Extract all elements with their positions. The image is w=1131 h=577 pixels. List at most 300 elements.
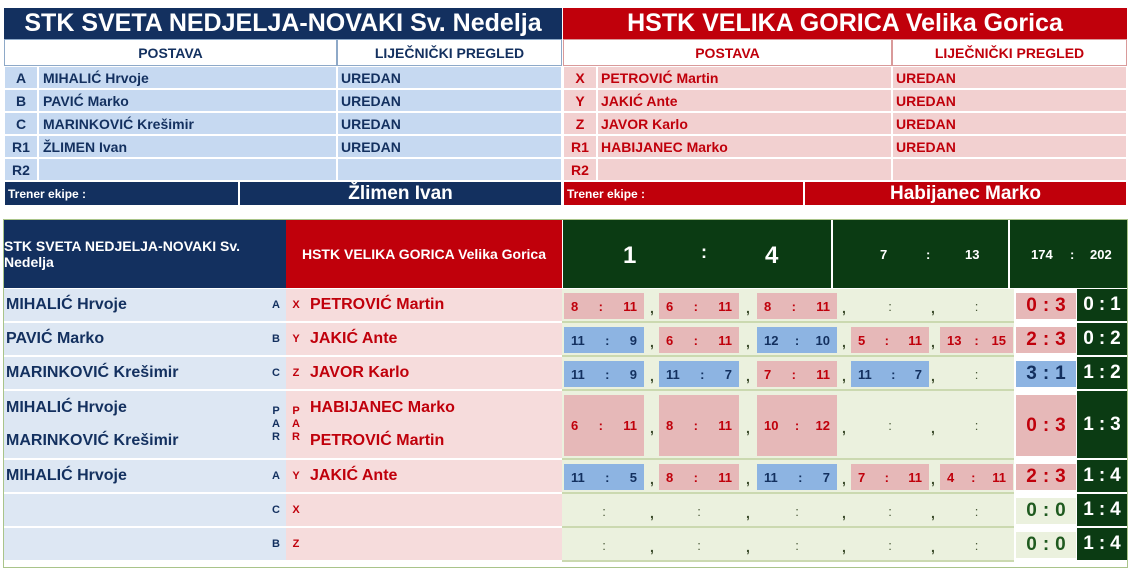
home-letter: P (272, 405, 280, 417)
set-away-points: 11 (816, 298, 830, 314)
set-home-points: 6 (666, 298, 674, 314)
player-name: PAVIĆ Marko (38, 89, 337, 112)
set-sep: : (791, 298, 796, 314)
player-letter: C (4, 112, 38, 135)
away-letter-cell (286, 528, 306, 562)
away-letter-cell (286, 391, 306, 460)
home-letter: C (272, 504, 280, 516)
away-player-name: JAVOR Karlo (310, 364, 410, 381)
set-home-points: 11 (764, 469, 778, 485)
player-medical: UREDAN (892, 135, 1127, 158)
set-away-points: 11 (908, 332, 922, 348)
set-comma: , (842, 505, 846, 521)
set-away-points: 10 (815, 332, 830, 348)
set-score (757, 498, 837, 524)
set-comma: , (931, 419, 935, 436)
away-player-cell (306, 289, 562, 323)
player-name: MARINKOVIĆ Krešimir (38, 112, 337, 135)
total-sep: : (1098, 533, 1106, 554)
home-letter: B (272, 333, 280, 345)
sets-cell (562, 460, 1014, 494)
match-row (4, 357, 1127, 391)
set-score (851, 464, 929, 490)
player-medical: UREDAN (337, 135, 562, 158)
match-result (1016, 395, 1076, 456)
set-home-points: 6 (666, 332, 674, 348)
set-comma: , (842, 368, 846, 384)
total-sep: : (1098, 465, 1106, 486)
home-roster-row (4, 112, 562, 135)
result-sep: : (1042, 466, 1050, 487)
set-comma: , (931, 539, 935, 555)
set-home-points: 8 (666, 469, 674, 485)
running-total (1077, 391, 1127, 460)
set-score (757, 293, 837, 319)
home-player-name: MARINKOVIĆ Krešimir (6, 364, 179, 381)
match-row (4, 391, 1127, 460)
set-sep: : (697, 537, 701, 553)
set-comma: , (650, 300, 654, 316)
match-row (4, 323, 1127, 357)
home-roster-row (4, 158, 562, 181)
sets-cell (562, 494, 1014, 528)
match-result (1016, 293, 1076, 319)
set-sep: : (888, 537, 892, 553)
total-home: 1 (1083, 533, 1094, 554)
player-name (597, 158, 892, 181)
result-home: 0 (1026, 500, 1037, 521)
player-name: HABIJANEC Marko (597, 135, 892, 158)
home-letter: R (272, 431, 280, 443)
home-letter-cell (266, 528, 286, 562)
set-score (564, 464, 644, 490)
home-player-name: MIHALIĆ Hrvoje (6, 296, 127, 313)
set-home-points: 7 (858, 469, 866, 485)
player-medical: UREDAN (337, 89, 562, 112)
result-away: 3 (1055, 329, 1066, 350)
player-letter: R2 (563, 158, 597, 181)
away-letter: X (292, 504, 300, 516)
away-player-cell (306, 357, 562, 391)
away-roster-row (563, 89, 1127, 112)
set-score (757, 327, 837, 353)
player-name: JAKIĆ Ante (597, 89, 892, 112)
set-away-points: 11 (623, 298, 637, 314)
total-away: 4 (1110, 465, 1121, 486)
set-sep: : (605, 469, 610, 485)
result-home: 0 (1026, 414, 1037, 436)
set-sep: : (891, 366, 896, 382)
set-score (757, 395, 837, 456)
set-away-points: 11 (992, 469, 1006, 485)
away-player-name: JAKIĆ Ante (310, 330, 398, 347)
total-sep: : (1098, 362, 1106, 383)
set-sep: : (884, 332, 889, 348)
running-total (1077, 528, 1127, 562)
match-row (4, 494, 1127, 528)
total-home: 1 (1083, 499, 1094, 520)
player-letter: R1 (4, 135, 38, 158)
away-letter-cell (286, 357, 306, 391)
away-player-cell (306, 528, 562, 562)
home-player-cell (4, 494, 266, 528)
set-sep: : (602, 537, 606, 553)
set-home-points: 10 (764, 418, 779, 433)
away-letter-cell (286, 323, 306, 357)
set-score (851, 361, 929, 387)
result-home: 0 (1026, 534, 1037, 555)
home-roster-row (4, 89, 562, 112)
set-sep: : (888, 418, 892, 433)
player-medical: UREDAN (892, 112, 1127, 135)
set-comma: , (746, 505, 750, 521)
set-sep: : (888, 503, 892, 519)
home-letter-cell (266, 289, 286, 323)
home-medical-header: LIJEČNIČKI PREGLED (337, 39, 562, 66)
player-medical: UREDAN (337, 66, 562, 89)
set-score (851, 532, 929, 558)
set-home-points: 8 (666, 418, 674, 433)
home-letter: A (272, 418, 280, 430)
set-sep: : (693, 298, 698, 314)
home-letter-cell (266, 323, 286, 357)
match-row (4, 289, 1127, 323)
set-sep: : (974, 298, 979, 314)
result-sep: : (1042, 414, 1050, 436)
set-score (940, 464, 1013, 490)
points-sep: : (1070, 247, 1075, 262)
result-sep: : (1042, 295, 1050, 316)
away-letter: Y (292, 470, 300, 482)
total-sep: : (1098, 328, 1106, 349)
set-comma: , (650, 368, 654, 384)
away-coach-name: Habijanec Marko (804, 181, 1127, 206)
set-score (940, 498, 1013, 524)
set-comma: , (931, 368, 935, 384)
set-comma: , (931, 471, 935, 487)
home-player-name: MARINKOVIĆ Krešimir (6, 432, 179, 450)
set-away-points: 5 (629, 469, 637, 485)
sets-cell (562, 528, 1014, 562)
set-away-points: 11 (718, 418, 732, 433)
result-away: 3 (1055, 414, 1066, 436)
set-home-points: 11 (571, 332, 585, 348)
set-score (659, 498, 739, 524)
set-sep: : (794, 418, 800, 433)
set-comma: , (650, 539, 654, 555)
total-sep: : (1098, 499, 1106, 520)
sets-sep: : (926, 247, 931, 262)
away-player-cell (306, 460, 562, 494)
result-home: 2 (1026, 466, 1037, 487)
away-player-name: PETROVIĆ Martin (310, 296, 445, 313)
total-home: 1 (1083, 413, 1094, 435)
home-player-name: PAVIĆ Marko (6, 330, 105, 347)
set-score (659, 395, 739, 456)
score-sep: : (701, 242, 707, 262)
set-score (659, 327, 739, 353)
match-rows (4, 289, 1127, 567)
set-comma: , (842, 471, 846, 487)
away-letter: A (292, 418, 300, 430)
home-player-cell (4, 289, 266, 323)
total-sep: : (1098, 294, 1106, 315)
set-away-points: 9 (629, 366, 637, 382)
set-sep: : (693, 332, 698, 348)
total-away: 2 (1110, 328, 1121, 349)
set-comma: , (746, 334, 750, 350)
home-player-name: MIHALIĆ Hrvoje (6, 398, 127, 416)
set-score (757, 532, 837, 558)
total-sep: : (1098, 413, 1106, 435)
set-sep: : (791, 366, 796, 382)
set-away-points: 11 (718, 298, 732, 314)
result-away: 0 (1055, 500, 1066, 521)
set-home-points: 8 (571, 298, 579, 314)
sets-score (833, 220, 1008, 288)
away-letter: X (292, 299, 300, 311)
home-postava-header: POSTAVA (4, 39, 337, 66)
result-away: 3 (1055, 295, 1066, 316)
away-player-cell (306, 494, 562, 528)
home-player-cell (4, 460, 266, 494)
total-away: 3 (1110, 413, 1121, 435)
player-letter: R1 (563, 135, 597, 158)
sets-cell (562, 289, 1014, 323)
set-home-points: 11 (571, 366, 585, 382)
result-sep: : (1042, 500, 1050, 521)
result-sep: : (1042, 329, 1050, 350)
set-score (564, 532, 644, 558)
set-sep: : (974, 332, 979, 348)
player-name: PETROVIĆ Martin (597, 66, 892, 89)
set-home-points: 6 (571, 418, 579, 433)
running-total (1077, 460, 1127, 494)
away-roster (563, 66, 1127, 181)
total-home: 1 (1083, 465, 1094, 486)
set-score (940, 532, 1013, 558)
set-sep: : (602, 503, 606, 519)
away-medical-header: LIJEČNIČKI PREGLED (892, 39, 1127, 66)
set-comma: , (931, 334, 935, 350)
away-letter: R (292, 431, 300, 443)
home-roster (4, 66, 562, 181)
player-medical (892, 158, 1127, 181)
sets-cell (562, 391, 1014, 460)
set-comma: , (746, 419, 750, 436)
set-score (757, 361, 837, 387)
set-away-points: 11 (908, 469, 922, 485)
sets-cell (562, 357, 1014, 391)
match-result (1016, 498, 1076, 524)
home-coach-label: Trener ekipe : (4, 181, 239, 206)
player-letter: Z (563, 112, 597, 135)
set-comma: , (650, 505, 654, 521)
set-home-points: 11 (858, 366, 872, 382)
player-name (38, 158, 337, 181)
player-name: ŽLIMEN Ivan (38, 135, 337, 158)
set-score (940, 327, 1013, 353)
set-score (564, 293, 644, 319)
set-sep: : (974, 537, 979, 553)
player-medical: UREDAN (892, 89, 1127, 112)
set-sep: : (795, 503, 799, 519)
set-comma: , (650, 334, 654, 350)
set-away-points: 11 (623, 418, 637, 433)
set-home-points: 11 (666, 366, 680, 382)
away-player-name: HABIJANEC Marko (310, 398, 455, 416)
home-player-cell (4, 391, 266, 460)
set-away-points: 11 (718, 469, 732, 485)
set-sep: : (598, 418, 603, 433)
set-away-points: 11 (718, 332, 732, 348)
match-home-team: STK SVETA NEDJELJA-NOVAKI Sv. Nedelja (4, 220, 286, 288)
away-postava-header: POSTAVA (563, 39, 892, 66)
home-player-cell (4, 323, 266, 357)
set-comma: , (746, 539, 750, 555)
player-medical: UREDAN (892, 66, 1127, 89)
set-sep: : (888, 298, 892, 314)
set-sep: : (884, 469, 889, 485)
sets-home: 7 (880, 247, 888, 262)
set-sep: : (700, 366, 705, 382)
sets-away: 13 (965, 247, 980, 262)
away-letter: Z (292, 538, 300, 550)
set-home-points: 12 (764, 332, 779, 348)
set-home-points: 13 (947, 332, 962, 348)
set-away-points: 15 (991, 332, 1006, 348)
set-comma: , (931, 505, 935, 521)
set-home-points: 8 (764, 298, 772, 314)
set-sep: : (971, 469, 976, 485)
running-total (1077, 289, 1127, 323)
points-home: 174 (1031, 247, 1053, 262)
result-home: 0 (1026, 295, 1037, 316)
result-away: 0 (1055, 534, 1066, 555)
result-sep: : (1042, 363, 1050, 384)
score-home: 1 (623, 242, 637, 269)
set-comma: , (842, 539, 846, 555)
set-score (564, 361, 644, 387)
home-letter-cell (266, 357, 286, 391)
home-player-cell (4, 357, 266, 391)
set-score (659, 464, 739, 490)
match-result (1016, 361, 1076, 387)
player-letter: X (563, 66, 597, 89)
set-sep: : (974, 418, 979, 433)
set-away-points: 12 (815, 418, 830, 433)
match-away-team: HSTK VELIKA GORICA Velika Gorica (286, 220, 562, 288)
running-total (1077, 357, 1127, 391)
set-home-points: 7 (764, 366, 772, 382)
set-score (757, 464, 837, 490)
set-sep: : (795, 537, 799, 553)
home-letter: A (272, 470, 280, 482)
set-away-points: 9 (629, 332, 637, 348)
set-score (564, 327, 644, 353)
running-total (1077, 494, 1127, 528)
away-roster-row (563, 158, 1127, 181)
set-comma: , (746, 300, 750, 316)
away-team-title: HSTK VELIKA GORICA Velika Gorica (563, 8, 1127, 39)
set-sep: : (605, 332, 610, 348)
away-player-name: PETROVIĆ Martin (310, 432, 445, 450)
away-letter-cell (286, 494, 306, 528)
set-score (940, 293, 1013, 319)
player-letter: A (4, 66, 38, 89)
set-away-points: 7 (914, 366, 922, 382)
away-letter-cell (286, 289, 306, 323)
home-letter-cell (266, 391, 286, 460)
away-letter: Y (292, 333, 300, 345)
set-home-points: 11 (571, 469, 585, 485)
away-roster-row (563, 135, 1127, 158)
points-away: 202 (1090, 247, 1112, 262)
set-away-points: 7 (724, 366, 732, 382)
home-roster-row (4, 66, 562, 89)
set-sep: : (693, 418, 698, 433)
set-sep: : (598, 298, 603, 314)
set-comma: , (842, 300, 846, 316)
set-comma: , (650, 471, 654, 487)
away-player-cell (306, 323, 562, 357)
set-sep: : (794, 332, 800, 348)
home-roster-row (4, 135, 562, 158)
home-letter: A (272, 299, 280, 311)
home-letter: C (272, 367, 280, 379)
match-result (1016, 464, 1076, 490)
set-sep: : (798, 469, 803, 485)
player-medical (337, 158, 562, 181)
player-letter: Y (563, 89, 597, 112)
player-medical: UREDAN (337, 112, 562, 135)
set-score (659, 361, 739, 387)
match-result (1016, 532, 1076, 558)
home-letter-cell (266, 460, 286, 494)
home-letter: B (272, 538, 280, 550)
match-row (4, 528, 1127, 562)
result-home: 2 (1026, 329, 1037, 350)
running-total (1077, 323, 1127, 357)
set-comma: , (746, 471, 750, 487)
set-comma: , (650, 419, 654, 436)
set-home-points: 4 (947, 469, 955, 485)
match-result (1016, 327, 1076, 353)
points-score (1010, 220, 1127, 288)
total-home: 0 (1083, 328, 1094, 349)
set-comma: , (842, 419, 846, 436)
away-letter: Z (292, 367, 300, 379)
away-letter-cell (286, 460, 306, 494)
away-player-name: JAKIĆ Ante (310, 467, 398, 484)
home-player-cell (4, 528, 266, 562)
set-comma: , (842, 334, 846, 350)
home-coach-name: Žlimen Ivan (239, 181, 562, 206)
away-coach-label: Trener ekipe : (563, 181, 804, 206)
total-away: 1 (1110, 294, 1121, 315)
set-score (851, 498, 929, 524)
result-away: 3 (1055, 466, 1066, 487)
set-away-points: 11 (816, 366, 830, 382)
set-score (851, 293, 929, 319)
total-home: 1 (1083, 362, 1094, 383)
result-home: 3 (1026, 363, 1037, 384)
set-score (940, 395, 1013, 456)
home-team-title: STK SVETA NEDJELJA-NOVAKI Sv. Nedelja (4, 8, 562, 39)
match-row (4, 460, 1127, 494)
sets-cell (562, 323, 1014, 357)
set-sep: : (974, 366, 979, 382)
